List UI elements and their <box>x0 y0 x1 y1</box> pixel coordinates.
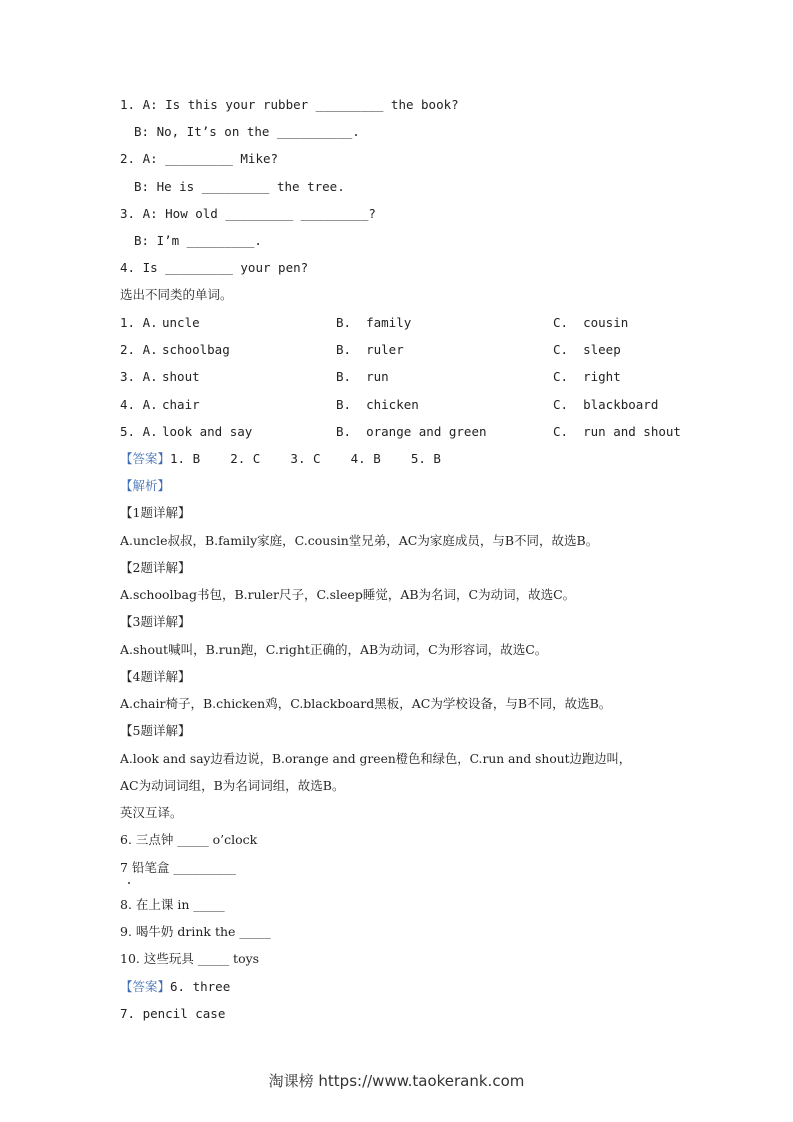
detail-1-text: A.uncle叔叔，B.family家庭，C.cousin堂兄弟，AC为家庭成员，与B不同，故选B。 <box>120 533 599 548</box>
choose-option-b: B. ruler <box>336 342 404 357</box>
detail-5-text: A.look and say边看边说，B.orange and green橙色和绿色，C.run and shout边跑边叫， <box>120 752 632 766</box>
detail-4-text: A.chair椅子，B.chicken鸡，C.blackboard黑板，AC为学校设备，与B不同，故选B。 <box>120 696 612 711</box>
detail-2-text: A.schoolbag书包，B.ruler尺子，C.sleep睡觉，AB为名词，C为动词，故选C。 <box>120 587 576 602</box>
question-1-a: 1. A: Is this your rubber _________ the book? <box>120 97 459 112</box>
question-2-b: B: He is _________ the tree. <box>134 179 345 194</box>
detail-3-text: A.shout喊叫，B.run跑，C.right正确的，AB为动词，C为形容词，故选C。 <box>120 642 548 657</box>
choose-option-a: schoolbag <box>162 342 230 357</box>
section-choose-title: 选出不同类的单词。 <box>120 287 233 302</box>
choose-option-b: B. family <box>336 315 412 330</box>
choose-option-a: chair <box>162 397 200 412</box>
choose-row-num: 3. A. <box>120 369 158 384</box>
answer-tag: 【答案】 <box>120 451 171 466</box>
section-translate-title: 英汉互译。 <box>120 805 183 820</box>
detail-2-title: 【2题详解】 <box>120 560 191 575</box>
choose-option-a: shout <box>162 369 200 384</box>
answer2-text: 6. three <box>170 979 231 994</box>
detail-4-title: 【4题详解】 <box>120 669 191 684</box>
translate-item-6: 6. 三点钟 _____ o’clock <box>120 832 258 847</box>
question-3-a: 3. A: How old _________ _________? <box>120 206 376 221</box>
stray-mark <box>128 882 130 884</box>
choose-option-a: uncle <box>162 315 200 330</box>
choose-row-num: 2. A. <box>120 342 158 357</box>
answer2-line-2: 7. pencil case <box>120 1006 226 1021</box>
choose-option-c: C. right <box>553 369 621 384</box>
detail-5-text-2: AC为动词词组，B为名词词组，故选B。 <box>120 778 345 793</box>
question-4-a: 4. Is _________ your pen? <box>120 260 309 275</box>
translate-item-9: 9. 喝牛奶 drink the _____ <box>120 924 271 939</box>
translate-item-8: 8. 在上课 in _____ <box>120 897 225 912</box>
question-2-a: 2. A: _________ Mike? <box>120 151 279 166</box>
answer2-tag: 【答案】 <box>120 979 171 994</box>
choose-option-b: B. orange and green <box>336 424 487 439</box>
answer-line <box>120 450 441 468</box>
detail-1-title: 【1题详解】 <box>120 505 191 520</box>
detail-5-title: 【5题详解】 <box>120 723 191 738</box>
footer-watermark: 淘课榜 https://www.taokerank.com <box>268 1072 525 1090</box>
question-1-b: B: No, It’s on the __________. <box>134 124 360 139</box>
detail-3-title: 【3题详解】 <box>120 614 191 629</box>
answer2-line <box>120 978 230 996</box>
choose-option-b: B. run <box>336 369 389 384</box>
choose-row-num: 5. A. <box>120 424 158 439</box>
analysis-tag: 【解析】 <box>120 478 171 493</box>
translate-item-7: 7 铅笔盒 __________ <box>120 860 236 875</box>
translate-item-10: 10. 这些玩具 _____ toys <box>120 951 260 966</box>
choose-option-c: C. cousin <box>553 315 629 330</box>
choose-row-num: 4. A. <box>120 397 158 412</box>
choose-row-num: 1. A. <box>120 315 158 330</box>
question-3-b: B: I’m _________. <box>134 233 262 248</box>
choose-option-c: C. sleep <box>553 342 621 357</box>
choose-option-c: C. blackboard <box>553 397 659 412</box>
choose-option-b: B. chicken <box>336 397 419 412</box>
choose-option-a: look and say <box>162 424 253 439</box>
answer-text: 1. B 2. C 3. C 4. B 5. B <box>170 451 441 466</box>
choose-option-c: C. run and shout <box>553 424 681 439</box>
